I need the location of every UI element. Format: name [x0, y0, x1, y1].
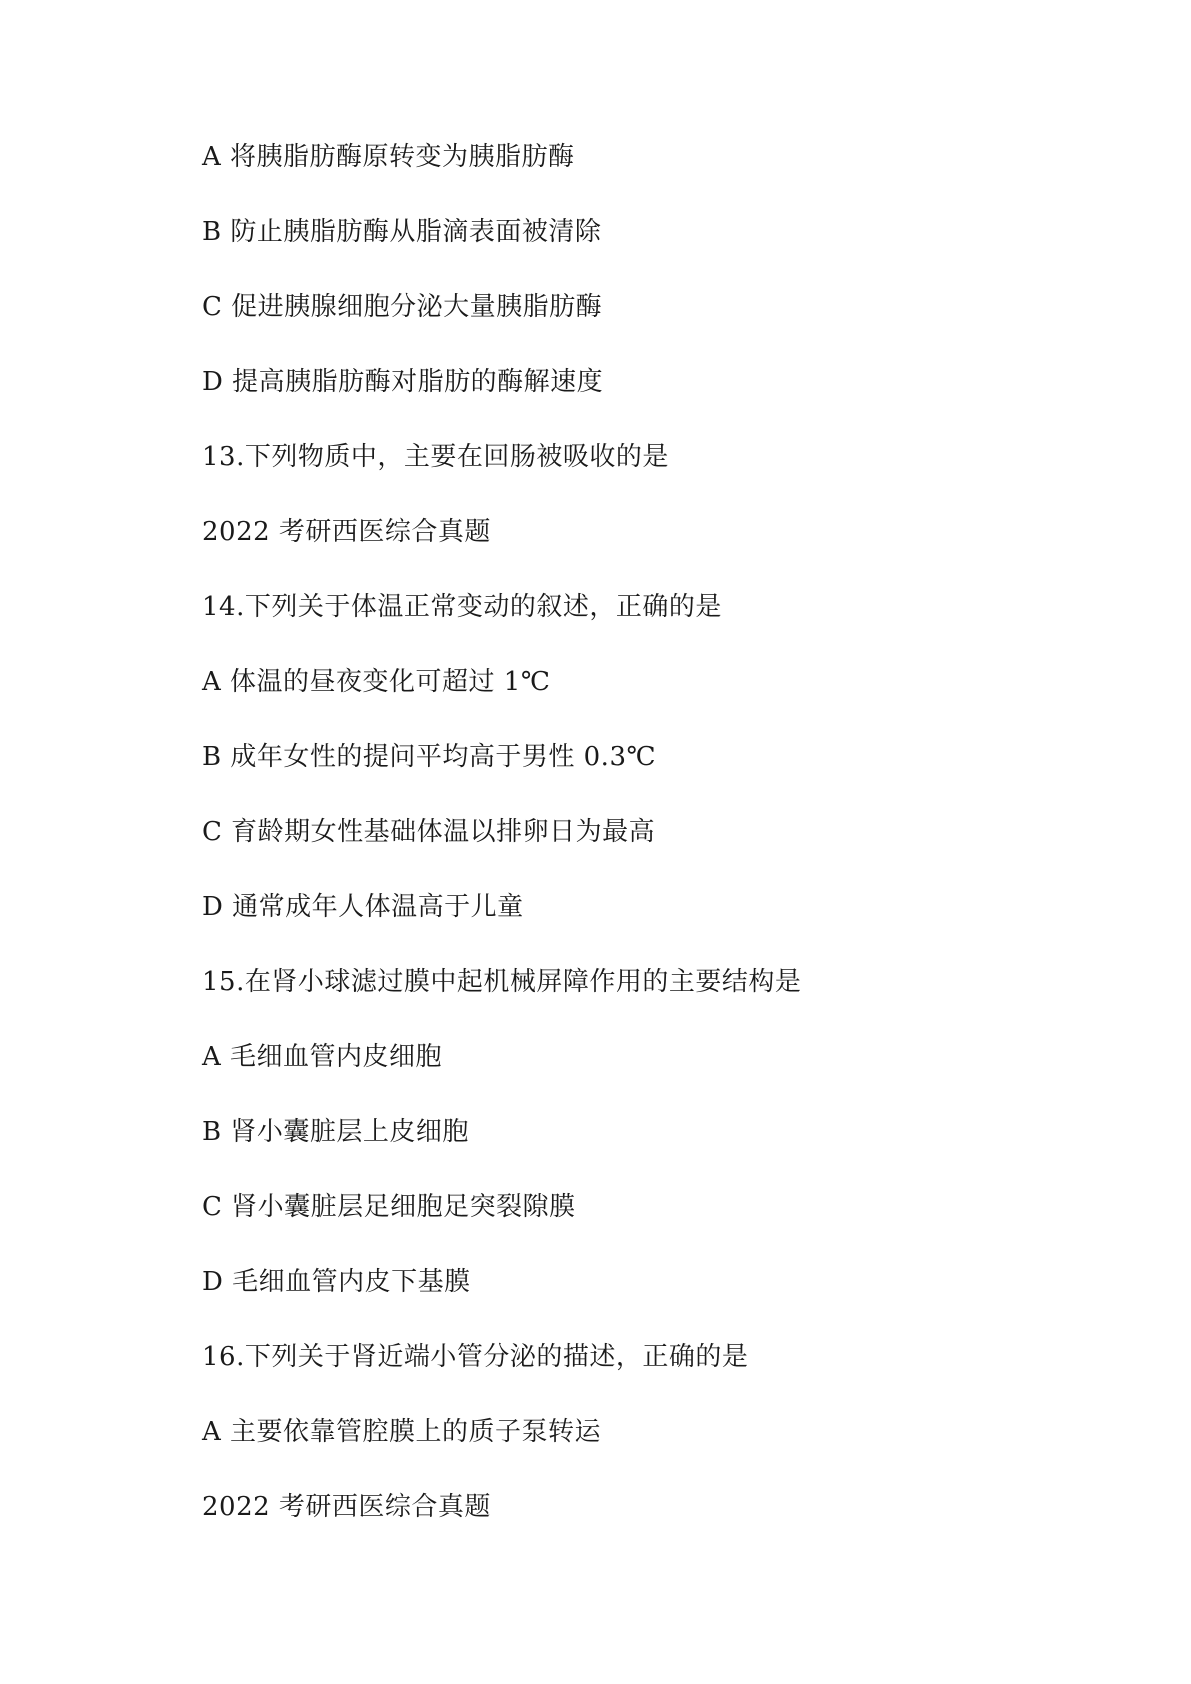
option-b-q12: B 防止胰脂肪酶从脂滴表面被清除 — [202, 217, 602, 247]
source-label: 2022 考研西医综合真题 — [202, 517, 491, 547]
question-13: 13.下列物质中，主要在回肠被吸收的是 — [202, 442, 669, 472]
option-c-q15: C 肾小囊脏层足细胞足突裂隙膜 — [202, 1192, 576, 1222]
source-label: 2022 考研西医综合真题 — [202, 1492, 491, 1522]
option-b-q15: B 肾小囊脏层上皮细胞 — [202, 1117, 469, 1147]
option-a-q15: A 毛细血管内皮细胞 — [202, 1042, 443, 1072]
option-d-q12: D 提高胰脂肪酶对脂肪的酶解速度 — [202, 367, 604, 397]
question-14: 14.下列关于体温正常变动的叙述，正确的是 — [202, 592, 722, 622]
option-c-q12: C 促进胰腺细胞分泌大量胰脂肪酶 — [202, 292, 603, 322]
option-d-q15: D 毛细血管内皮下基膜 — [202, 1267, 471, 1297]
option-a-q14: A 体温的昼夜变化可超过 1℃ — [202, 667, 551, 697]
option-c-q14: C 育龄期女性基础体温以排卵日为最高 — [202, 817, 656, 847]
option-a-q16: A 主要依靠管腔膜上的质子泵转运 — [202, 1417, 602, 1447]
option-b-q14: B 成年女性的提问平均高于男性 0.3℃ — [202, 742, 657, 772]
question-15: 15.在肾小球滤过膜中起机械屏障作用的主要结构是 — [202, 967, 802, 997]
option-a-q12: A 将胰脂肪酶原转变为胰脂肪酶 — [202, 142, 575, 172]
question-16: 16.下列关于肾近端小管分泌的描述，正确的是 — [202, 1342, 749, 1372]
option-d-q14: D 通常成年人体温高于儿童 — [202, 892, 524, 922]
